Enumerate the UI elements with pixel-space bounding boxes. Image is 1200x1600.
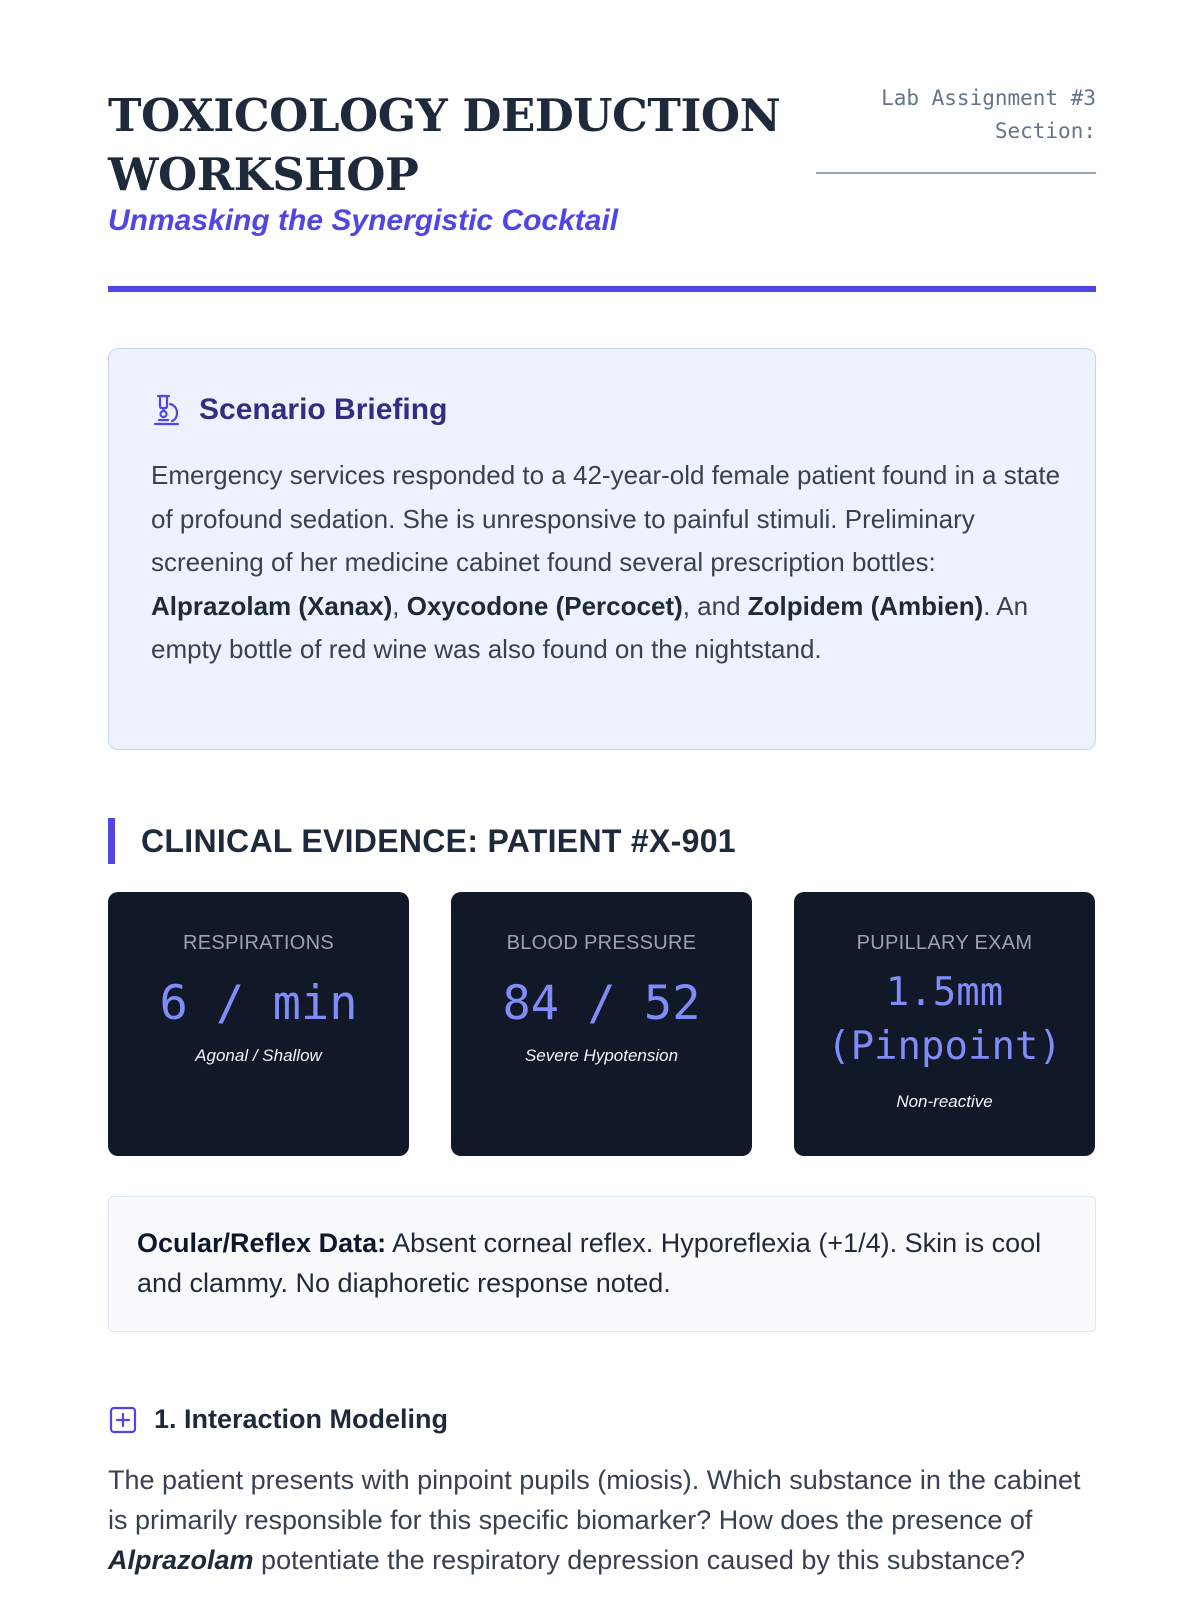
scenario-text-part: Emergency services responded to a 42-year-old female patient found in a state of profound sedation. She is unresponsive to painful stimuli. Preliminary screening of her medicine cabinet found several prescription bottles: bbox=[151, 460, 1061, 577]
plus-square-icon[interactable] bbox=[108, 1405, 138, 1435]
vital-card-respirations bbox=[108, 892, 409, 1156]
drug-oxycodone: Oxycodone (Percocet) bbox=[406, 590, 683, 621]
assignment-info bbox=[881, 82, 1096, 148]
scenario-separator: , bbox=[392, 590, 407, 621]
vital-label: PUPILLARY EXAM bbox=[856, 932, 1033, 954]
vital-note: Agonal / Shallow bbox=[195, 1046, 322, 1065]
scenario-title: Scenario Briefing bbox=[199, 393, 448, 426]
vital-card-blood-pressure bbox=[451, 892, 752, 1156]
ocular-reflex-details: Absent corneal reflex. Hyporeflexia (+1/4). Skin is cool and clammy. No diaphoretic response noted. bbox=[137, 1228, 1042, 1298]
assignment-number: Lab Assignment #3 bbox=[881, 86, 1096, 110]
drug-zolpidem: Zolpidem (Ambien) bbox=[747, 590, 984, 621]
vital-cards bbox=[108, 892, 1096, 1156]
drug-alprazolam: Alprazolam (Xanax) bbox=[151, 590, 393, 621]
header-divider bbox=[108, 286, 1096, 292]
question-text-part: potentiate the respiratory depression caused by this substance? bbox=[253, 1545, 1026, 1575]
page-subtitle: Unmasking the Synergistic Cocktail bbox=[108, 204, 619, 237]
vital-label: RESPIRATIONS bbox=[182, 932, 335, 954]
scenario-text bbox=[151, 454, 1061, 672]
vital-note: Non-reactive bbox=[896, 1092, 993, 1111]
heading-accent-bar bbox=[108, 818, 115, 864]
evidence-title: CLINICAL EVIDENCE: PATIENT #X-901 bbox=[141, 822, 736, 859]
question-text-part: The patient presents with pinpoint pupils (miosis). Which substance in the cabinet is primarily responsible for this specific biomarker? How does the presence of bbox=[108, 1465, 1081, 1535]
vital-card-pupillary-exam bbox=[794, 892, 1095, 1156]
question-title: 1. Interaction Modeling bbox=[154, 1404, 449, 1434]
scenario-separator: , and bbox=[682, 590, 748, 621]
page-title: TOXICOLOGY DEDUCTION WORKSHOP bbox=[108, 89, 781, 201]
vital-value: 1.5mm (Pinpoint) bbox=[827, 970, 1062, 1069]
question-text bbox=[108, 1460, 1096, 1580]
ocular-reflex-label: Ocular/Reflex Data: bbox=[137, 1228, 387, 1258]
ocular-reflex-box bbox=[108, 1196, 1096, 1332]
scenario-header bbox=[151, 393, 447, 427]
microscope-icon bbox=[151, 393, 181, 427]
vital-label: BLOOD PRESSURE bbox=[506, 932, 697, 954]
section-blank-line[interactable] bbox=[816, 172, 1096, 174]
vital-value: 6 / min bbox=[159, 976, 358, 1031]
question-drug-name: Alprazolam bbox=[108, 1545, 254, 1575]
vital-value: 84 / 52 bbox=[502, 976, 701, 1031]
question-heading bbox=[108, 1404, 448, 1435]
evidence-heading bbox=[108, 818, 736, 864]
section-label: Section: bbox=[994, 119, 1096, 143]
vital-note: Severe Hypotension bbox=[524, 1046, 679, 1065]
scenario-text-part: . An empty bottle of red wine was also found on the nightstand. bbox=[151, 590, 1029, 664]
ocular-reflex-text bbox=[137, 1223, 1067, 1303]
header bbox=[108, 80, 1096, 294]
scenario-briefing-box bbox=[108, 348, 1096, 750]
